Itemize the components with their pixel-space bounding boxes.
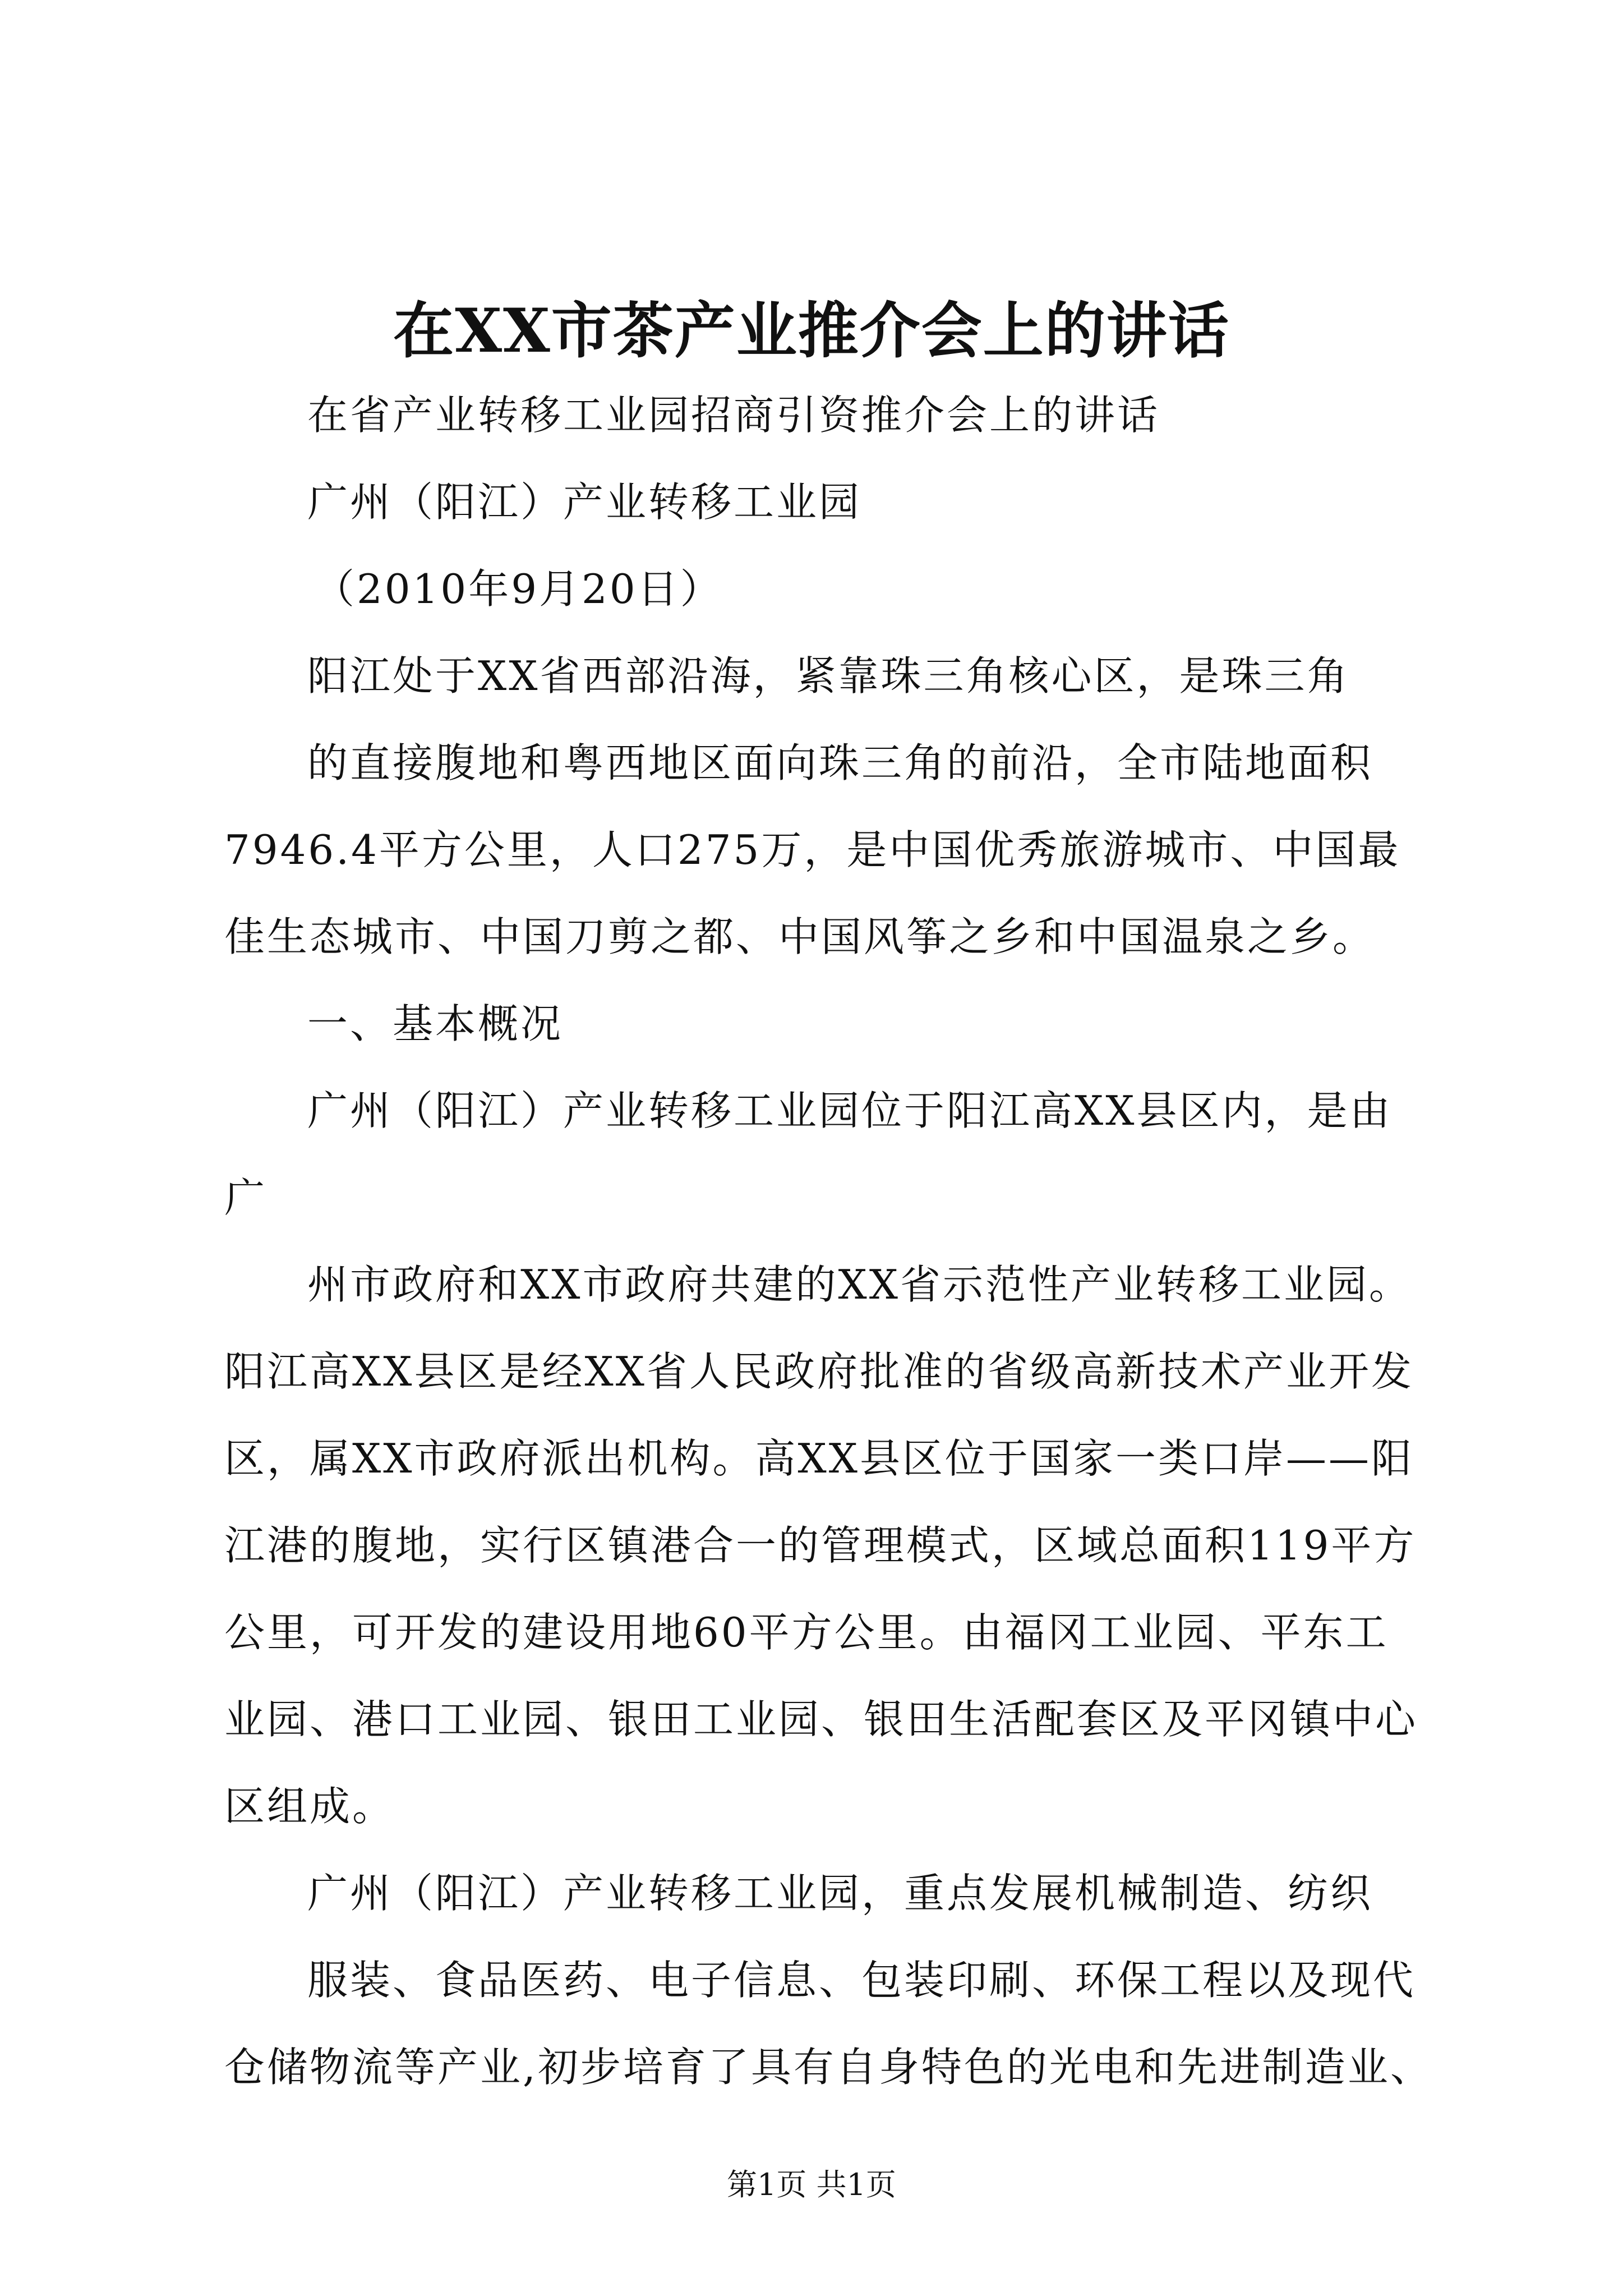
body-line: 7946.4平方公里，人口275万，是中国优秀旅游城市、中国最 xyxy=(224,826,1401,873)
body-line: 佳生态城市、中国刀剪之都、中国风筝之乡和中国温泉之乡。 xyxy=(224,913,1376,960)
body-line: 业园、港口工业园、银田工业园、银田生活配套区及平冈镇中心 xyxy=(224,1696,1418,1743)
date-line: （2010年9月20日） xyxy=(314,565,723,613)
body-line: 州市政府和XX市政府共建的XX省示范性产业转移工业园。 xyxy=(307,1261,1412,1308)
body-line: 广 xyxy=(224,1174,268,1221)
body-line: 区组成。 xyxy=(224,1783,395,1830)
body-line: 阳江处于XX省西部沿海，紧靠珠三角核心区，是珠三角 xyxy=(307,652,1350,700)
body-line: 仓储物流等产业,初步培育了具有自身特色的光电和先进制造业、 xyxy=(224,2044,1433,2091)
subtitle-line: 在省产业转移工业园招商引资推介会上的讲话 xyxy=(307,392,1160,439)
body-line: 广州（阳江）产业转移工业园位于阳江高XX县区内，是由 xyxy=(307,1087,1393,1134)
page-footer: 第1页 共1页 xyxy=(727,2167,896,2202)
body-line: 公里，可开发的建设用地60平方公里。由福冈工业园、平东工 xyxy=(224,1609,1389,1656)
body-line: 的直接腹地和粤西地区面向珠三角的前沿，全市陆地面积 xyxy=(307,739,1373,786)
body-line: 江港的腹地，实行区镇港合一的管理模式，区域总面积119平方 xyxy=(224,1522,1417,1569)
body-line: 阳江高XX县区是经XX省人民政府批准的省级高新技术产业开发 xyxy=(224,1348,1414,1395)
body-line: 广州（阳江）产业转移工业园，重点发展机械制造、纺织 xyxy=(307,1870,1373,1917)
body-line: 区，属XX市政府派出机构。高XX县区位于国家一类口岸——阳 xyxy=(224,1435,1414,1482)
organizer-line: 广州（阳江）产业转移工业园 xyxy=(307,478,862,526)
section-heading: 一、基本概况 xyxy=(307,1000,564,1047)
document-title: 在XX市茶产业推介会上的讲话 xyxy=(393,296,1230,366)
body-line: 服装、食品医药、电子信息、包装印刷、环保工程以及现代 xyxy=(307,1957,1416,2004)
